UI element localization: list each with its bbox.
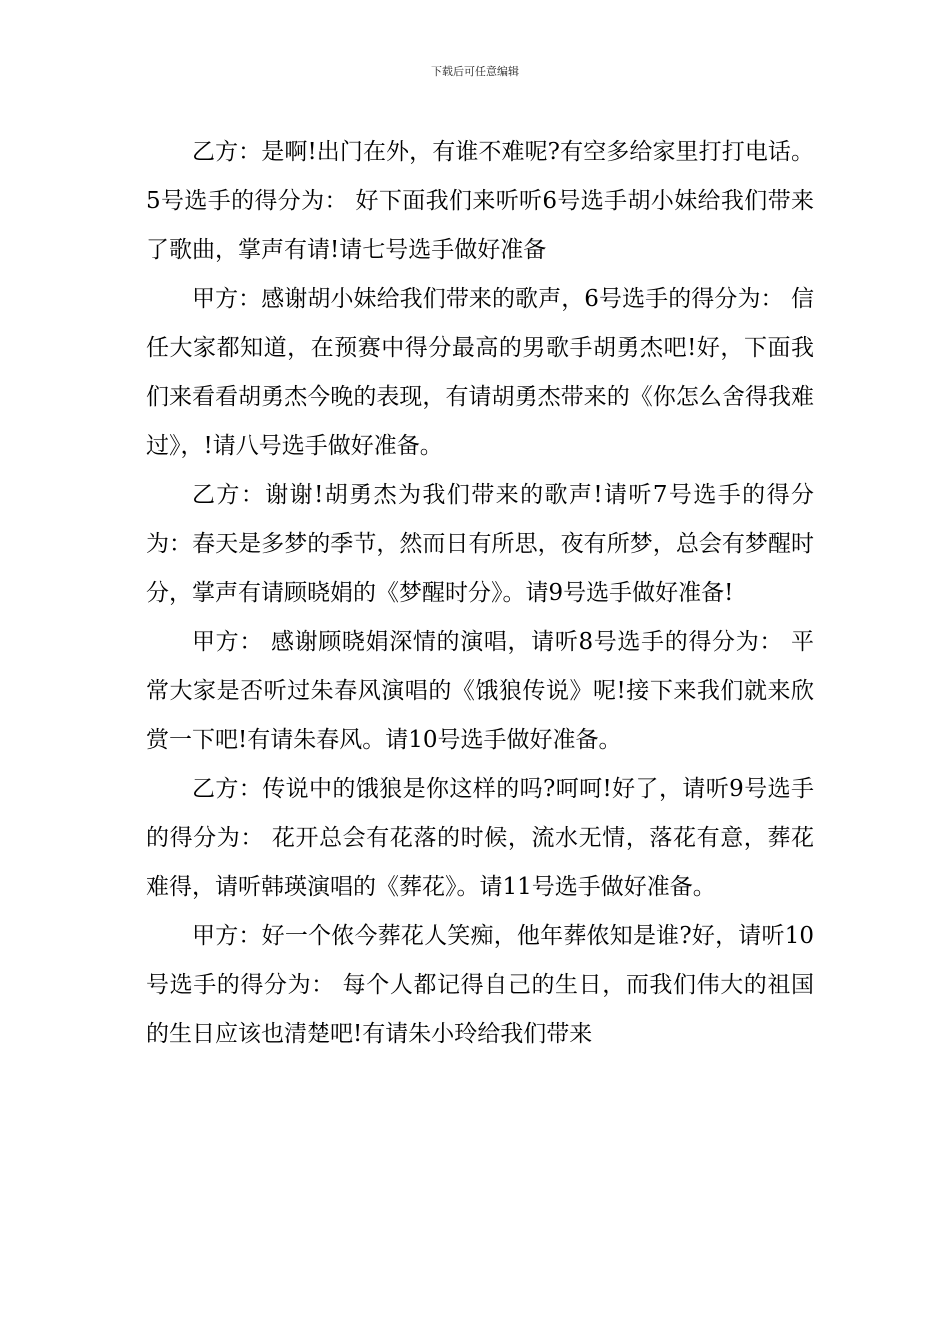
paragraph: 甲方： 感谢顾晓娟深情的演唱，请听8号选手的得分为： 平常大家是否听过朱春风演唱的《饿狼传说》呢!接下来我们就来欣赏一下吧!有请朱春风。请10号选手做好准备。 <box>146 629 814 753</box>
paragraph: 甲方：感谢胡小妹给我们带来的歌声，6号选手的得分为： 信任大家都知道，在预赛中得分最高的男歌手胡勇杰吧!好，下面我们来看看胡勇杰今晚的表现，有请胡勇杰带来的《你怎么舍得我难过》，!请八号选手做好准备。 <box>146 286 814 459</box>
document-body <box>146 128 814 1059</box>
paragraph: 甲方：好一个侬今葬花人笑痴，他年葬侬知是谁?好，请听10号选手的得分为： 每个人都记得自己的生日，而我们伟大的祖国的生日应该也清楚吧!有请朱小玲给我们带来 <box>146 923 814 1047</box>
paragraph: 乙方：谢谢!胡勇杰为我们带来的歌声!请听7号选手的得分为：春天是多梦的季节，然而日有所思，夜有所梦，总会有梦醒时分，掌声有请顾晓娟的《梦醒时分》。请9号选手做好准备! <box>146 482 814 606</box>
paragraph: 乙方：传说中的饿狼是你这样的吗?呵呵!好了，请听9号选手的得分为： 花开总会有花落的时候，流水无情，落花有意，葬花难得，请听韩瑛演唱的《葬花》。请11号选手做好准备。 <box>146 776 814 900</box>
page-header: 下载后可任意编辑 <box>431 65 519 78</box>
paragraph: 乙方：是啊!出门在外，有谁不难呢?有空多给家里打打电话。5号选手的得分为： 好下面我们来听听6号选手胡小妹给我们带来了歌曲，掌声有请!请七号选手做好准备 <box>146 139 814 263</box>
